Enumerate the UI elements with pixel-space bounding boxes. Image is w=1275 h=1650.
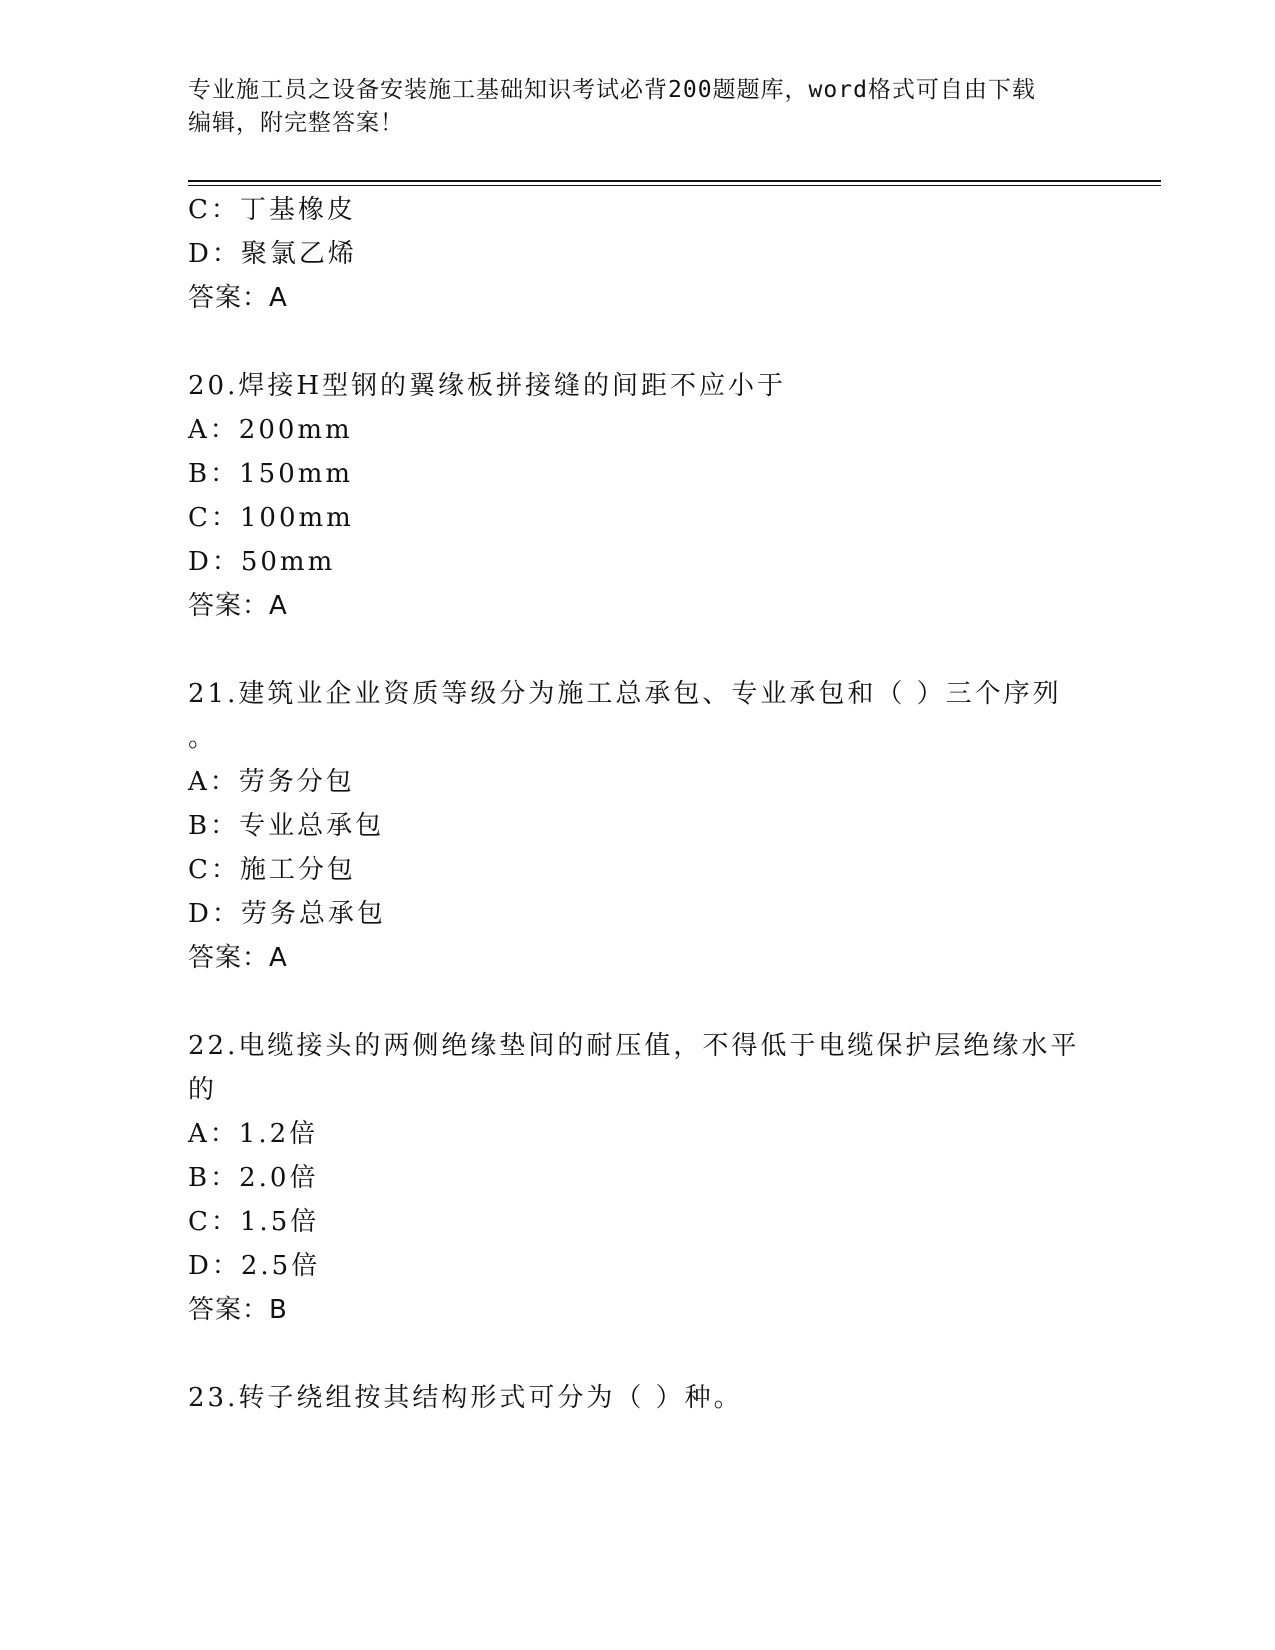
question-22-continued: 的 [188,1075,218,1105]
option-a-q21: A：劳务分包 [188,767,355,797]
option-b-q21: B：专业总承包 [188,811,385,841]
option-a-q22: A：1.2倍 [188,1119,319,1149]
option-c-q19: C：丁基橡皮 [188,195,356,225]
header-line-1: 专业施工员之设备安装施工基础知识考试必背200题题库，word格式可自由下载 [188,77,1036,103]
option-d-q19: D：聚氯乙烯 [188,239,357,269]
option-b-q22: B：2.0倍 [188,1163,319,1193]
question-21: 21.建筑业企业资质等级分为施工总承包、专业承包和（ ）三个序列 [188,679,1062,709]
answer-q22: 答案：B [188,1295,288,1325]
option-a-q20: A：200mm [188,415,353,445]
option-d-q20: D：50mm [188,547,336,577]
option-c-q21: C：施工分包 [188,855,356,885]
answer-q19: 答案：A [188,283,288,313]
question-21-continued: 。 [188,723,218,753]
header-line-2: 编辑，附完整答案！ [188,110,404,136]
header-divider-thin [188,185,1161,186]
option-d-q21: D：劳务总承包 [188,899,386,929]
document-header [188,74,1088,140]
question-23: 23.转子绕组按其结构形式可分为（ ）种。 [188,1383,743,1413]
answer-q20: 答案：A [188,591,288,621]
question-20: 20.焊接H型钢的翼缘板拼接缝的间距不应小于 [188,371,787,401]
question-22: 22.电缆接头的两侧绝缘垫间的耐压值，不得低于电缆保护层绝缘水平 [188,1031,1080,1061]
answer-q21: 答案：A [188,943,288,973]
option-b-q20: B：150mm [188,459,354,489]
option-c-q22: C：1.5倍 [188,1207,320,1237]
header-divider [188,180,1161,182]
option-d-q22: D：2.5倍 [188,1251,321,1281]
option-c-q20: C：100mm [188,503,354,533]
